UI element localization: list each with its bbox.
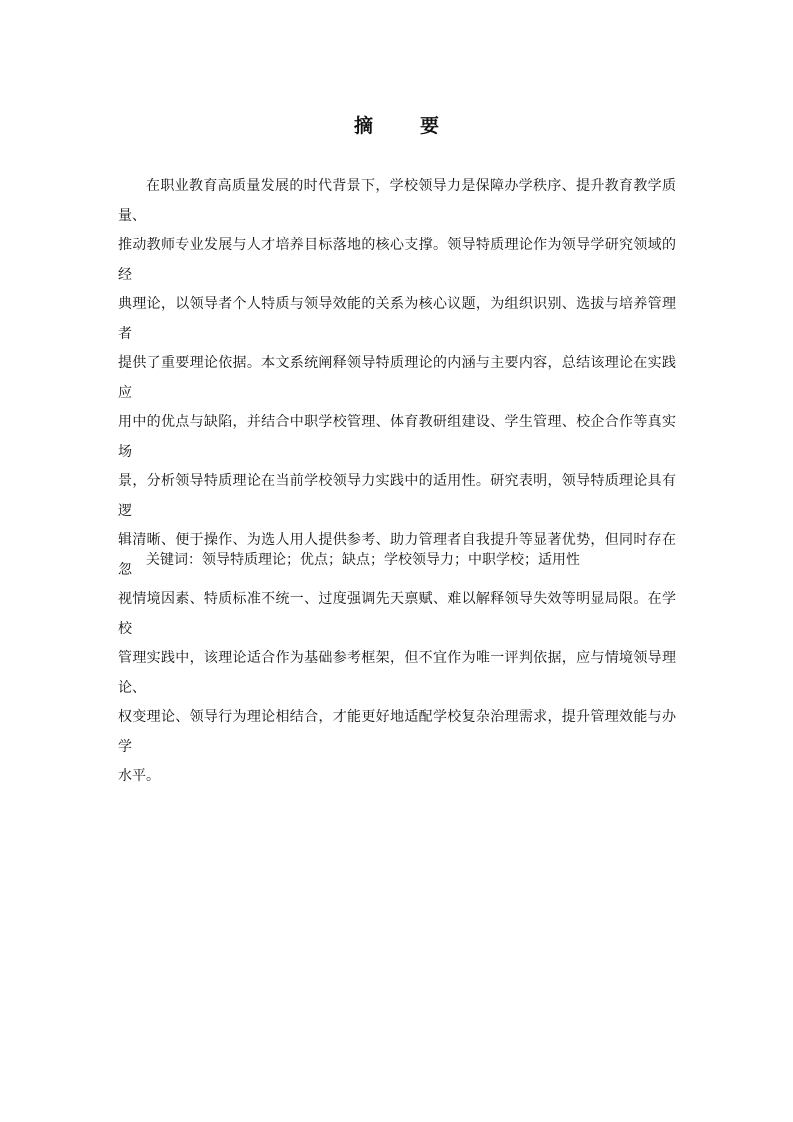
keywords-line: 关键词：领导特质理论；优点；缺点；学校领导力；中职学校；适用性 bbox=[146, 552, 580, 568]
abstract-body: 在职业教育高质量发展的时代背景下，学校领导力是保障办学秩序、提升教育教学质量、 推动教师专业发展与人才培养目标落地的核心支撑。领导特质理论作为领导学研究领域的经 典理论，以领导者个人特质与领导效能的关系为核心议题，为组织识别、选拔与培养管理者 提供了重要理论依据。本文系统阐释领导特质理论的内涵与主要内容，总结该理论在实践应 用中的优点与缺陷，并结合中职学校管理、体育教研组建设、学生管理、校企合作等真实场 景，分析领导特质理论在当前学校领导力实践中的适用性。研究表明，领导特质理论具有逻 辑清晰、便于操作、为选人用人提供参考、助力管理者自我提升等显著优势，但同时存在忽 视情境因素、特质标准不统一、过度强调先天禀赋、难以解释领导失效等明显局限。在学校 管理实践中，该理论适合作为基础参考框架，但不宜作为唯一评判依据，应与情境领导理论、 权变理论、领导行为理论相结合，才能更好地适配学校复杂治理需求，提升管理效能与办学 水平。 bbox=[118, 178, 676, 784]
abstract-title: 摘 要 bbox=[353, 115, 453, 137]
